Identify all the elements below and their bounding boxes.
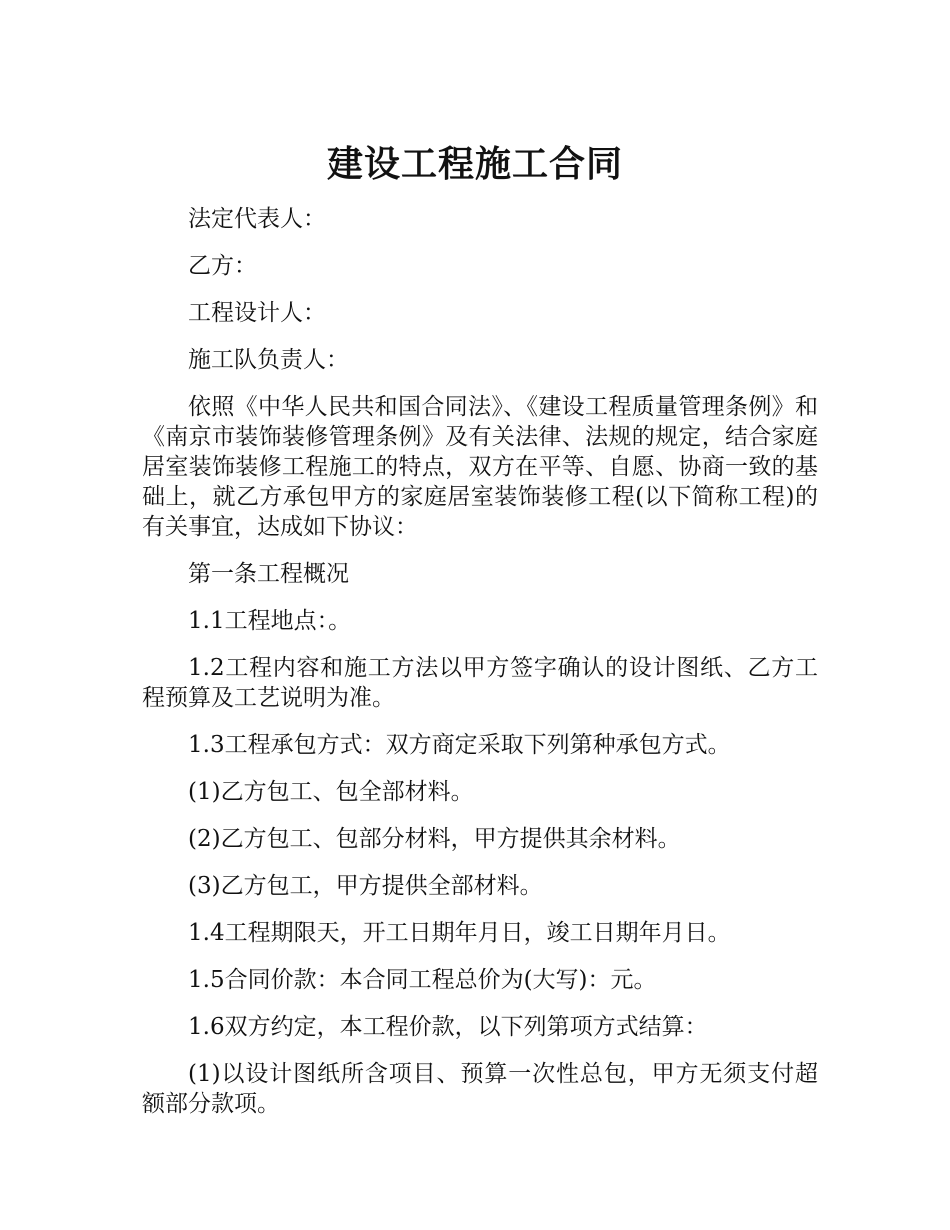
paragraph-1-2: 1.2工程内容和施工方法以甲方签字确认的设计图纸、乙方工程预算及工艺说明为准。 <box>142 655 818 711</box>
paragraph-1-3: 1.3工程承包方式：双方商定采取下列第种承包方式。 <box>188 732 731 758</box>
paragraph-settlement-option-1: (1)以设计图纸所含项目、预算一次性总包，甲方无须支付超额部分款项。 <box>142 1061 818 1117</box>
paragraph-1-6: 1.6双方约定，本工程价款，以下列第项方式结算： <box>188 1014 708 1040</box>
paragraph-party-b: 乙方： <box>188 253 257 279</box>
paragraph-1-5: 1.5合同价款：本合同工程总价为(大写)：元。 <box>188 967 657 993</box>
paragraph-option-1: (1)乙方包工、包全部材料。 <box>188 779 474 805</box>
paragraph-agreement-basis: 依照《中华人民共和国合同法》、《建设工程质量管理条例》和《南京市装饰装修管理条例》及有关法律、法规的规定，结合家庭居室装饰装修工程施工的特点，双方在平等、自愿、协商一致的基础上，就乙方承包甲方的家庭居室装饰装修工程(以下简称工程)的有关事宜，达成如下协议： <box>142 394 818 540</box>
paragraph-article-one-heading: 第一条工程概况 <box>188 561 349 587</box>
paragraph-legal-representative: 法定代表人： <box>188 206 326 232</box>
paragraph-construction-team-leader: 施工队负责人： <box>188 347 349 373</box>
paragraph-option-3: (3)乙方包工，甲方提供全部材料。 <box>188 873 543 899</box>
document-body <box>142 204 818 1136</box>
paragraph-1-1: 1.1工程地点：。 <box>188 608 352 634</box>
paragraph-option-2: (2)乙方包工、包部分材料，甲方提供其余材料。 <box>188 826 681 852</box>
paragraph-1-4: 1.4工程期限天，开工日期年月日，竣工日期年月日。 <box>188 920 731 946</box>
document-title: 建设工程施工合同 <box>326 144 623 186</box>
paragraph-engineering-designer: 工程设计人： <box>188 300 326 326</box>
